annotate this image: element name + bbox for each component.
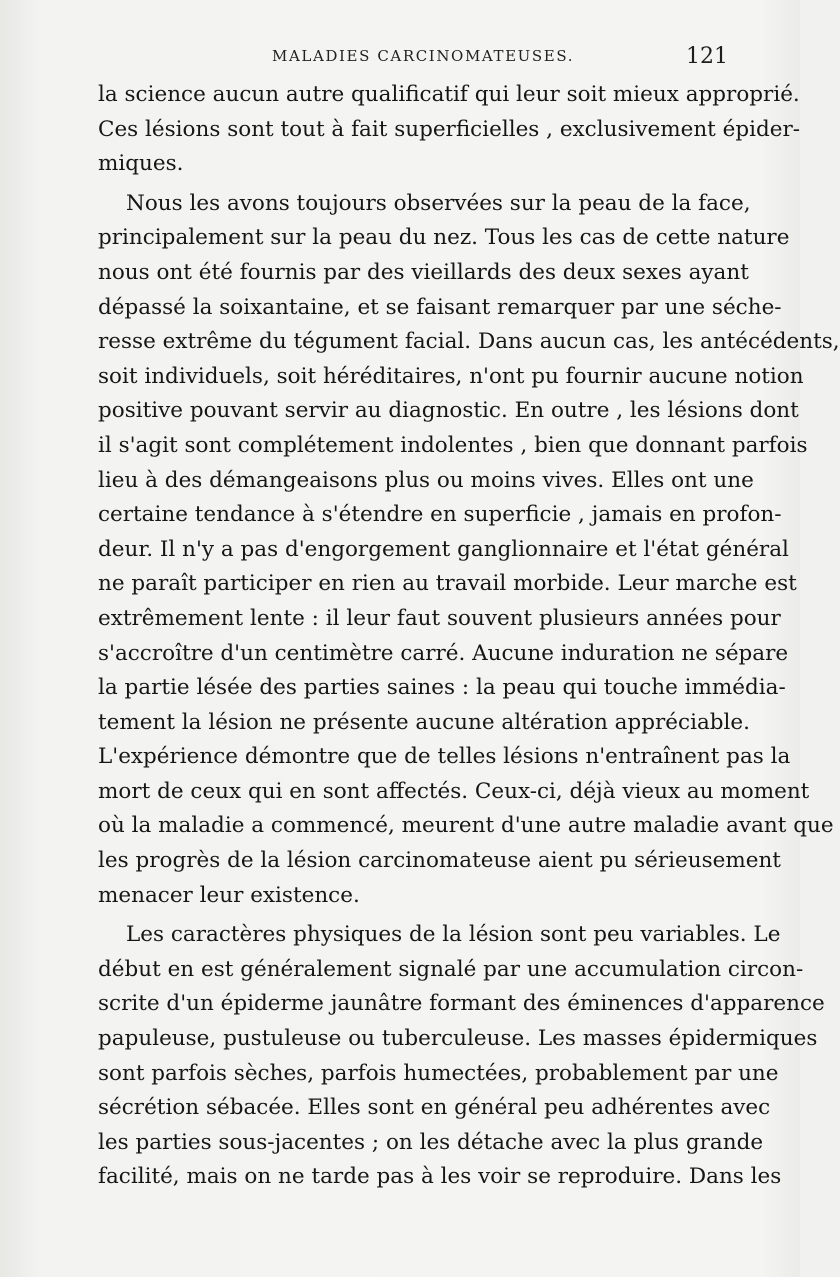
text-line: facilité, mais on ne tarde pas à les voir se reproduire. Dans les — [98, 1164, 782, 1190]
text-line: sécrétion sébacée. Elles sont en général peu adhérentes avec — [98, 1095, 771, 1121]
text-line: où la maladie a commencé, meurent d'une autre maladie avant que — [98, 813, 834, 839]
text-line: extrêmement lente : il leur faut souvent plusieurs années pour — [98, 605, 781, 631]
text-line: s'accroître d'un centimètre carré. Aucune induration ne sépare — [98, 640, 789, 666]
text-line: Les caractères physiques de la lésion sont peu variables. Le — [126, 922, 781, 948]
text-line: certaine tendance à s'étendre en superficie , jamais en profon- — [98, 502, 782, 528]
text-line: soit individuels, soit héréditaires, n'ont pu fournir aucune notion — [98, 363, 804, 389]
text-line: papuleuse, pustuleuse ou tuberculeuse. Les masses épidermiques — [98, 1026, 818, 1052]
text-line: Nous les avons toujours observées sur la peau de la face, — [126, 190, 751, 216]
text-line: ne paraît participer en rien au travail morbide. Leur marche est — [98, 571, 797, 597]
text-line: début en est généralement signalé par une accumulation circon- — [98, 956, 804, 982]
text-line: la partie lésée des parties saines : la peau qui touche immédia- — [98, 675, 786, 701]
text-line: sont parfois sèches, parfois humectées, probablement par une — [98, 1060, 779, 1086]
text-line: les parties sous-jacentes ; on les détache avec la plus grande — [98, 1129, 764, 1155]
text-line: mort de ceux qui en sont affectés. Ceux-ci, déjà vieux au moment — [98, 778, 810, 804]
text-line: positive pouvant servir au diagnostic. En outre , les lésions dont — [98, 398, 799, 424]
text-line: miques. — [98, 151, 184, 177]
text-line: tement la lésion ne présente aucune altération appréciable. — [98, 709, 750, 735]
page-number: 121 — [686, 44, 728, 69]
text-line: scrite d'un épiderme jaunâtre formant des éminences d'apparence — [98, 991, 825, 1017]
text-line: la science aucun autre qualificatif qui leur soit mieux approprié. — [98, 82, 800, 107]
paragraph-3 — [98, 918, 825, 1195]
text-line: Ces lésions sont tout à fait superficielles , exclusivement épider- — [98, 116, 801, 142]
paragraph-1 — [98, 78, 801, 182]
text-line: resse extrême du tégument facial. Dans aucun cas, les antécédents, — [98, 329, 840, 355]
text-line: deur. Il n'y a pas d'engorgement ganglionnaire et l'état général — [98, 536, 789, 562]
text-line: L'expérience démontre que de telles lésions n'entraînent pas la — [98, 744, 791, 770]
running-head: MALADIES CARCINOMATEUSES. — [272, 47, 575, 65]
text-line: nous ont été fournis par des vieillards des deux sexes ayant — [98, 259, 749, 285]
text-line: les progrès de la lésion carcinomateuse aient pu sérieusement — [98, 848, 781, 874]
text-line: menacer leur existence. — [98, 882, 360, 908]
text-line: principalement sur la peau du nez. Tous les cas de cette nature — [98, 225, 790, 251]
text-line: lieu à des démangeaisons plus ou moins vives. Elles ont une — [98, 467, 754, 493]
paragraph-2 — [98, 187, 840, 913]
text-line: il s'agit sont complétement indolentes , bien que donnant parfois — [98, 432, 808, 458]
text-line: dépassé la soixantaine, et se faisant remarquer par une séche- — [98, 294, 782, 320]
body-text — [98, 78, 840, 1195]
